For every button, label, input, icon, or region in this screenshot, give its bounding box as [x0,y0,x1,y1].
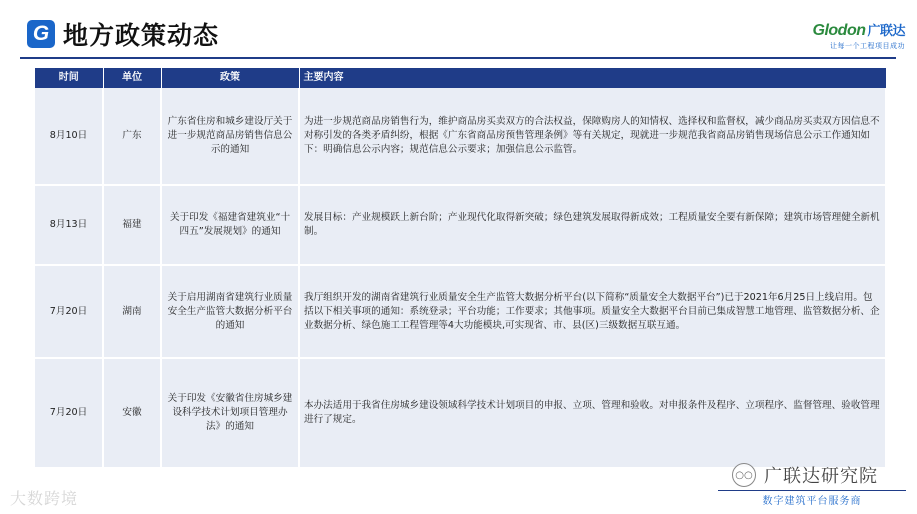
watermark: 大数跨境 [10,489,79,508]
page-title: 地方政策动态 [63,21,220,50]
row-policy: 关于印发《福建省建筑业“十四五”发展规划》的通知 [161,185,299,265]
logo-letter: G [32,22,50,45]
wechat-icon: ○○ [732,463,756,487]
table-header-row [35,68,886,88]
brand-block [813,20,906,51]
table-row [35,358,886,468]
row-content: 本办法适用于我省住房城乡建设领域科学技术计划项目的申报、立项、管理和验收。对申报条件及程序、立项程序、监督管理、验收管理进行了规定。 [299,358,886,468]
brand-logo-icon [27,20,55,48]
row-policy: 关于印发《安徽省住房城乡建设科学技术计划项目管理办法》的通知 [161,358,299,468]
header-divider [20,57,896,59]
table-row [35,88,886,185]
row-region: 福建 [103,185,161,265]
brand-slogan: 让每一个工程项目成功 [830,42,905,50]
brand-name [813,20,906,40]
column-header-region: 单位 [103,68,161,88]
brand-latin: Glodon [812,22,866,39]
row-region: 湖南 [103,265,161,358]
row-content: 我厅组织开发的湖南省建筑行业质量安全生产监管大数据分析平台(以下简称“质量安全大数据平台”)已于2021年6月25日上线启用。包括以下相关事项的通知：系统登录；平台功能；工作要求；其他事项。质量安全大数据平台目前已集成智慧工地管理、监管数据分析、企业数据分析、绿色施工工程管理等4大功能模块,可实现省、市、县(区)三级数据互联互通。 [299,265,886,358]
brand-cn: 广联达 [867,24,905,39]
table-row [35,185,886,265]
row-policy: 广东省住房和城乡建设厅关于进一步规范商品房销售信息公示的通知 [161,88,299,185]
row-policy: 关于启用湖南省建筑行业质量安全生产监管大数据分析平台的通知 [161,265,299,358]
wechat-account [732,462,878,488]
table-row [35,265,886,358]
row-date: 8月13日 [35,185,103,265]
wechat-account-name: 广联达研究院 [764,466,878,487]
row-content: 发展目标：产业规模跃上新台阶；产业现代化取得新突破；绿色建筑发展取得新成效；工程质量安全要有新保障；建筑市场管理健全新机制。 [299,185,886,265]
row-region: 广东 [103,88,161,185]
row-date: 8月10日 [35,88,103,185]
row-content: 为进一步规范商品房销售行为，维护商品房买卖双方的合法权益，保障购房人的知情权、选择权和监督权，减少商品房买卖双方因信息不对称引发的各类矛盾纠纷，根据《广东省商品房预售管理条例》等有关规定，现就进一步规范我省商品房销售现场信息公示工作通知如下：明确信息公示内容；规范信息公示要求；加强信息公示监管。 [299,88,886,185]
column-header-date: 时间 [35,68,103,88]
service-tagline: 数字建筑平台服务商 [718,490,906,507]
policy-table [35,68,887,469]
row-date: 7月20日 [35,358,103,468]
row-date: 7月20日 [35,265,103,358]
column-header-policy: 政策 [161,68,299,88]
row-region: 安徽 [103,358,161,468]
column-header-content: 主要内容 [299,68,886,88]
